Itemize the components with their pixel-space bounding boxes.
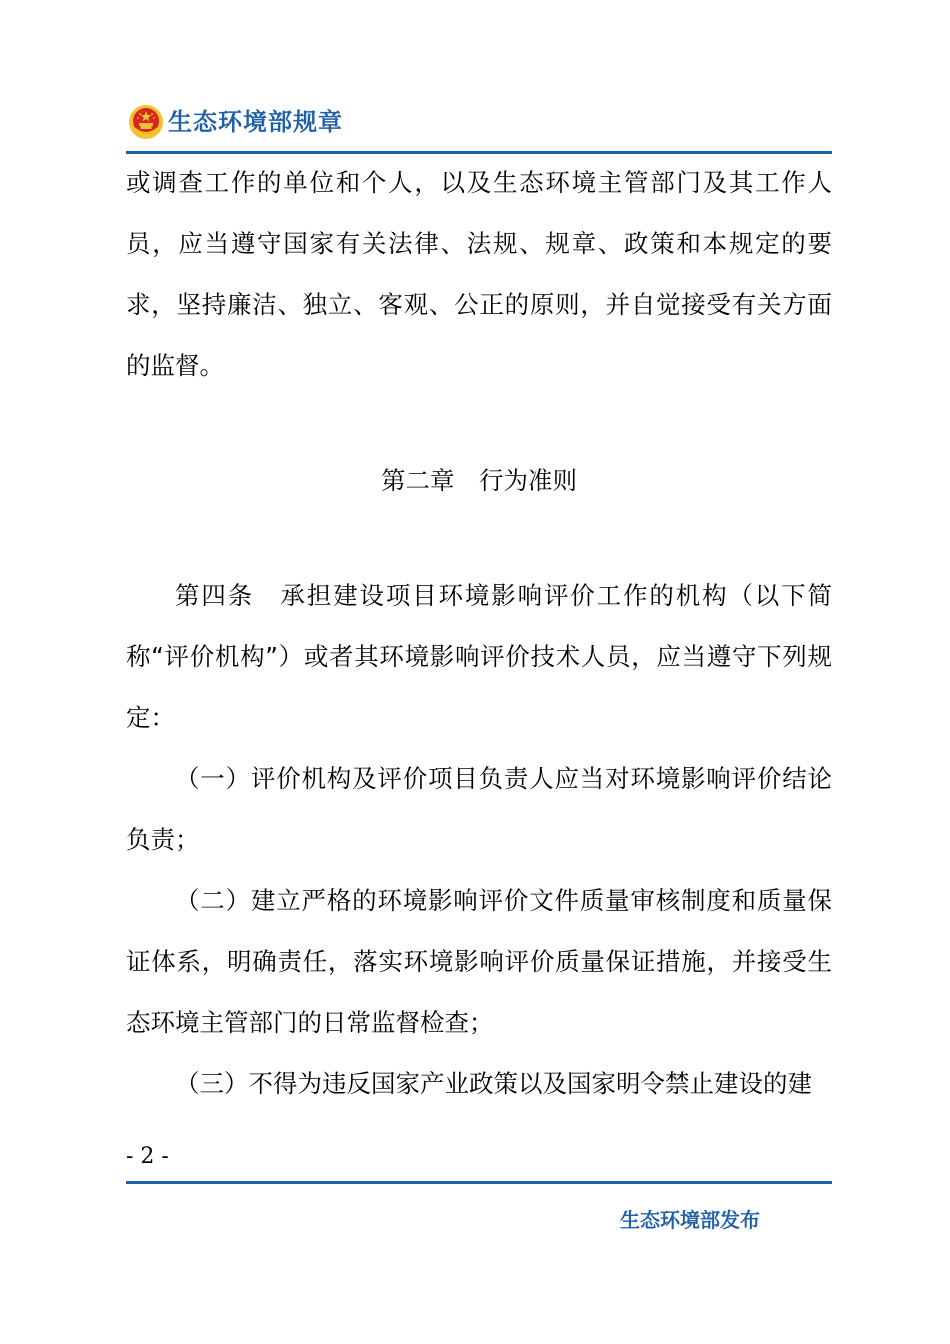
- article-4-intro: 第四条 承担建设项目环境影响评价工作的机构（以下简称“评价机构”）或者其环境影响评价技术人员，应当遵守下列规定：: [126, 581, 832, 732]
- footer-publisher: 生态环境部发布: [620, 1208, 760, 1232]
- national-emblem-icon: [128, 104, 164, 140]
- article-4-item-2: （二）建立严格的环境影响评价文件质量审核制度和质量保证体系，明确责任，落实环境影响评价质量保证措施，并接受生态环境主管部门的日常监督检查；: [126, 886, 832, 1037]
- paragraph-continuation: 或调查工作的单位和个人，以及生态环境主管部门及其工作人员，应当遵守国家有关法律、法规、规章、政策和本规定的要求，坚持廉洁、独立、客观、公正的原则，并自觉接受有关方面的监督。: [126, 168, 832, 380]
- article-4-item-1: （一）评价机构及评价项目负责人应当对环境影响评价结论负责；: [126, 764, 832, 854]
- chapter-heading: 第二章 行为准则: [381, 466, 577, 495]
- article-4: [126, 565, 832, 1114]
- page-header: [128, 100, 343, 144]
- page-number: - 2 -: [126, 1144, 169, 1169]
- continuation-text: [126, 152, 832, 396]
- article-4-item-3: （三）不得为违反国家产业政策以及国家明令禁止建设的建: [175, 1069, 812, 1098]
- footer-divider: [126, 1181, 832, 1184]
- header-title: 生态环境部规章: [168, 108, 343, 136]
